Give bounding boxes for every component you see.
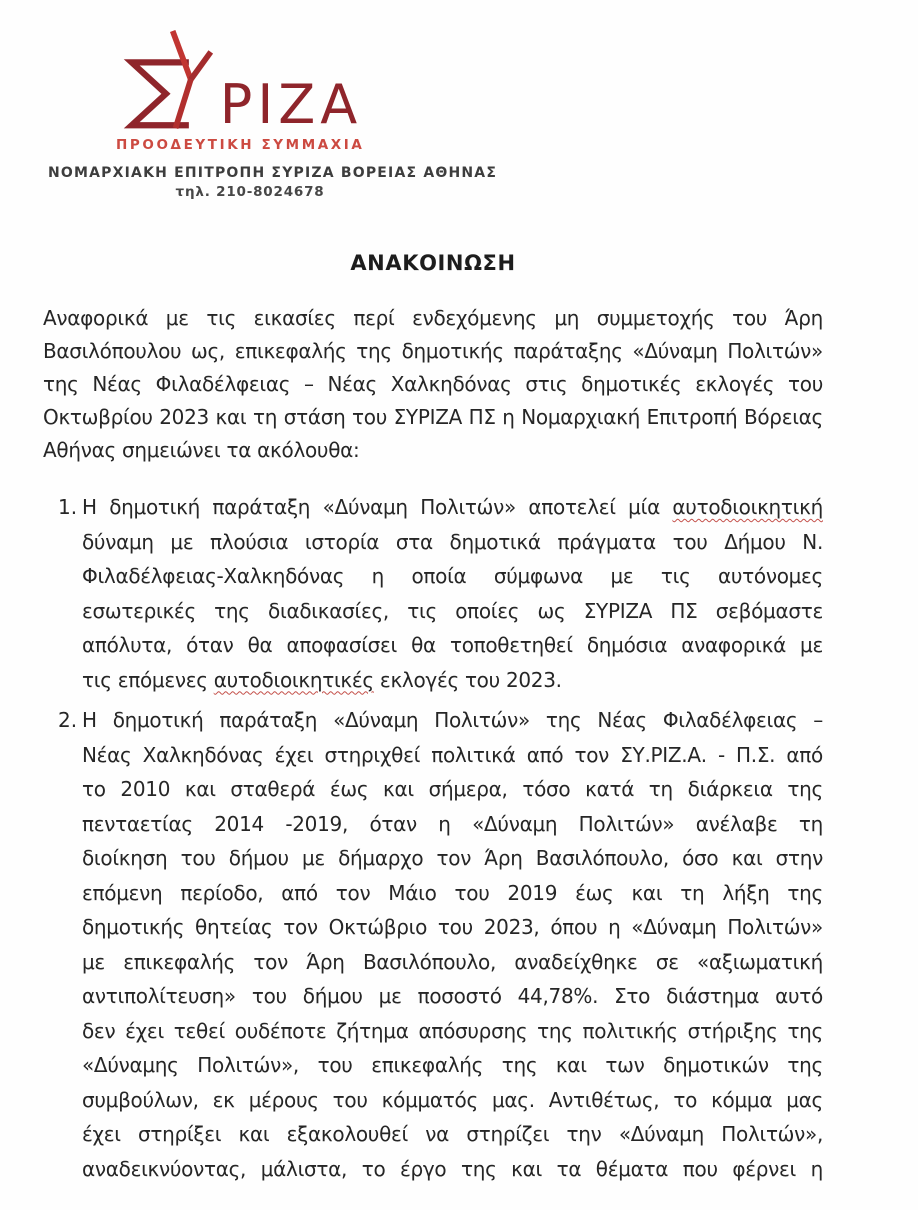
text-line: Βασιλόπουλου ως, επικεφαλής της δημοτικής παράταξης «Δύναμη Πολιτών»	[43, 339, 823, 363]
list-item-2	[43, 703, 823, 1186]
logo-row	[116, 30, 364, 137]
text-line: δεν έχει τεθεί ουδέποτε ζήτημα απόσυρσης της πολιτικής στήριξης της	[82, 1018, 823, 1043]
text-line: συμβούλων, εκ μέρους του κόμματός μας. Αντιθέτως, το κόμμα μας	[82, 1087, 823, 1112]
text-line: Αναφορικά με τις εικασίες περί ενδεχόμενης μη συμμετοχής του Άρη	[43, 306, 823, 330]
text-line: με επικεφαλής τον Άρη Βασιλόπουλο, αναδείχθηκε σε «αξιωματική	[82, 949, 823, 974]
list-item-text	[82, 703, 823, 1186]
list-item-number: 1.	[58, 495, 78, 519]
text-line: Η δημοτική παράταξη «Δύναμη Πολιτών» της Νέας Φιλαδέλφειας –	[82, 708, 823, 732]
text-line: αναδεικνύοντας, μάλιστα, το έργο της και τα θέματα που φέρνει η	[82, 1156, 823, 1181]
text-line: αντιπολίτευση» του δήμου με ποσοστό 44,78%. Στο διάστημα αυτό	[82, 984, 823, 1008]
text-line: πενταετίας 2014 -2019, όταν η «Δύναμη Πολιτών» ανέλαβε τη	[82, 811, 823, 836]
text-line: το 2010 και σταθερά έως και σήμερα, τόσο κατά τη διάρκεια της	[82, 777, 823, 801]
syriza-star-logo-icon	[118, 30, 214, 130]
intro-paragraph	[43, 302, 823, 467]
logo-subtitle: ΠΡΟΟΔΕΥΤΙΚΗ ΣΥΜΜΑΧΙΑ	[116, 137, 365, 153]
announcement-list	[43, 490, 823, 1192]
text-line: Φιλαδέλφειας-Χαλκηδόνας η οποία σύμφωνα με τις αυτόνομες	[82, 564, 823, 588]
list-item-1	[43, 490, 823, 697]
text-line: Η δημοτική παράταξη «Δύναμη Πολιτών» αποτελεί μία αυτοδιοικητική	[82, 495, 823, 519]
text-line: εσωτερικές της διαδικασίες, τις οποίες ως ΣΥΡΙΖΑ ΠΣ σεβόμαστε	[82, 598, 823, 623]
text-line: Οκτωβρίου 2023 και τη στάση του ΣΥΡΙΖΑ ΠΣ η Νομαρχιακή Επιτροπή Βόρειας	[43, 405, 823, 429]
text-line: Αθήνας σημειώνει τα ακόλουθα:	[43, 438, 360, 462]
misspelled-word: αυτοδιοικητικές	[213, 667, 374, 692]
committee-header	[48, 165, 498, 200]
misspelled-word: αυτοδιοικητική	[672, 495, 823, 519]
text-line: δύναμη με πλούσια ιστορία στα δημοτικά πράγματα του Δήμου Ν.	[82, 529, 823, 554]
logo-letters: ΡΙΖΑ	[219, 73, 363, 137]
text-line: δημοτικής θητείας τον Οκτώβριο του 2023, όπου η «Δύναμη Πολιτών»	[82, 915, 823, 939]
text-line: Νέας Χαλκηδόνας έχει στηριχθεί πολιτικά από τον ΣΥ.ΡΙΖ.Α. - Π.Σ. από	[82, 742, 823, 767]
text-line: διοίκηση του δήμου με δήμαρχο τον Άρη Βασιλόπουλο, όσο και στην	[82, 846, 823, 870]
text-line: απόλυτα, όταν θα αποφασίσει θα τοποθετηθεί δημόσια αναφορικά με	[82, 633, 823, 657]
text-line: τις επόμενες αυτοδιοικητικές εκλογές του 2023.	[82, 667, 562, 692]
document-title: ΑΝΑΚΟΙΝΩΣΗ	[350, 251, 516, 275]
text-line: επόμενη περίοδο, από τον Μάιο του 2019 έως και τη λήξη της	[82, 880, 823, 905]
text-line: της Νέας Φιλαδέλφειας – Νέας Χαλκηδόνας στις δημοτικές εκλογές του	[43, 372, 823, 396]
text-line: έχει στηρίξει και εξακολουθεί να στηρίζει την «Δύναμη Πολιτών»,	[82, 1122, 823, 1146]
list-item-number: 2.	[58, 708, 78, 732]
text-line: «Δύναμης Πολιτών», του επικεφαλής της και των δημοτικών της	[82, 1053, 823, 1077]
syriza-logo	[116, 30, 364, 153]
phone-number: τηλ. 210-8024678	[175, 184, 325, 200]
list-item-text	[82, 490, 823, 697]
committee-name: ΝΟΜΑΡΧΙΑΚΗ ΕΠΙΤΡΟΠΗ ΣΥΡΙΖΑ ΒΟΡΕΙΑΣ ΑΘΗΝΑΣ	[48, 165, 498, 181]
